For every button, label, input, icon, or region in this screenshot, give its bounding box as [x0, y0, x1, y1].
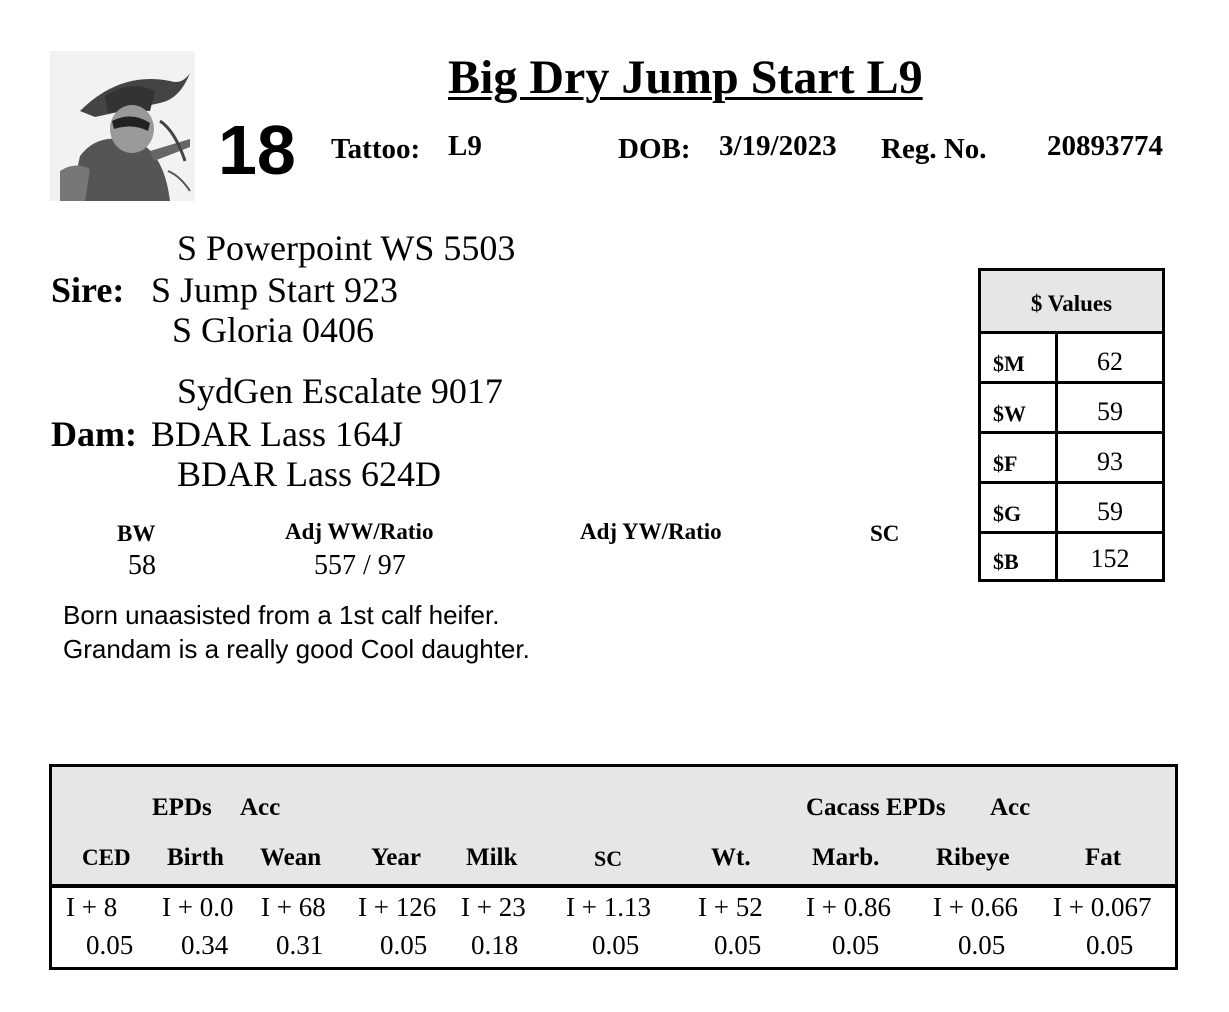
epd-value-marb: I + 0.86	[806, 892, 891, 922]
dollar-row-b	[981, 534, 1162, 579]
dam-label: Dam:	[51, 414, 137, 454]
dollar-value: 152	[1090, 544, 1130, 573]
dollar-key: $F	[981, 434, 1058, 481]
acc-value-fat: 0.05	[1086, 930, 1134, 960]
cowboy-sketch-icon	[50, 51, 195, 201]
dollar-value: 93	[1097, 447, 1123, 476]
col-header-ribeye: Ribeye	[936, 844, 1010, 871]
epd-value-birth: I + 0.0	[162, 892, 234, 922]
bw-value: 58	[128, 550, 156, 581]
tattoo-label: Tattoo:	[331, 133, 421, 165]
tattoo-value: L9	[448, 130, 482, 162]
acc-value-wt: 0.05	[714, 930, 762, 960]
acc-value-marb: 0.05	[832, 930, 880, 960]
dob-value: 3/19/2023	[719, 130, 837, 162]
dollar-value: 59	[1097, 497, 1123, 526]
dam-name: BDAR Lass 164J	[151, 414, 404, 454]
col-header-wean: Wean	[260, 844, 322, 871]
dob-label: DOB:	[618, 133, 691, 165]
epd-value-milk: I + 23	[461, 892, 526, 922]
adj-yw-label: Adj YW/Ratio	[580, 519, 722, 544]
dam-sire: SydGen Escalate 9017	[177, 371, 503, 411]
col-header-fat: Fat	[1085, 844, 1122, 871]
acc-value-milk: 0.18	[471, 930, 519, 960]
comment-line-2: Grandam is a really good Cool daughter.	[63, 634, 530, 664]
acc-value-ced: 0.05	[86, 930, 134, 960]
epd-value-ced: I + 8	[66, 892, 118, 922]
reg-no-label: Reg. No.	[881, 133, 987, 165]
epd-value-sc: I + 1.13	[566, 892, 651, 922]
epd-acc-label: Acc	[240, 794, 281, 821]
cowboy-photo	[50, 51, 195, 201]
epd-value-year: I + 126	[358, 892, 437, 922]
dollar-key: $M	[981, 334, 1058, 381]
dollar-key: $W	[981, 384, 1058, 431]
comment-line-1: Born unaasisted from a 1st calf heifer.	[63, 600, 500, 630]
acc-value-year: 0.05	[380, 930, 428, 960]
acc-value-wean: 0.31	[276, 930, 324, 960]
epd-value-wt: I + 52	[698, 892, 763, 922]
dollar-row-g	[981, 484, 1162, 534]
dollar-values-header: $ Values	[981, 271, 1162, 334]
dollar-values-table	[978, 268, 1165, 582]
dollar-key: $B	[981, 534, 1058, 579]
bw-label: BW	[117, 521, 156, 546]
animal-name-title: Big Dry Jump Start L9	[448, 51, 923, 104]
dam-dam: BDAR Lass 624D	[177, 454, 442, 494]
lot-number: 18	[218, 111, 296, 189]
col-header-birth: Birth	[167, 844, 224, 871]
epd-group-label: EPDs	[152, 794, 212, 821]
carcass-epd-group-label: Cacass EPDs	[806, 794, 946, 821]
sire-label: Sire:	[51, 270, 125, 310]
dollar-row-f	[981, 434, 1162, 484]
col-header-ced: CED	[82, 845, 131, 870]
col-header-sc: SC	[594, 846, 623, 871]
epd-value-fat: I + 0.067	[1053, 892, 1152, 922]
sc-label: SC	[870, 521, 900, 546]
carcass-acc-label: Acc	[990, 794, 1031, 821]
reg-no-value: 20893774	[1047, 130, 1163, 162]
acc-value-ribeye: 0.05	[958, 930, 1006, 960]
acc-value-sc: 0.05	[592, 930, 640, 960]
dollar-row-w	[981, 384, 1162, 434]
epd-table	[49, 764, 1178, 970]
col-header-wt: Wt.	[711, 844, 751, 871]
epd-value-ribeye: I + 0.66	[933, 892, 1018, 922]
adj-ww-value: 557 / 97	[314, 550, 406, 581]
sire-dam: S Gloria 0406	[172, 310, 374, 350]
dollar-value: 59	[1097, 397, 1123, 426]
col-header-year: Year	[371, 844, 421, 871]
acc-value-birth: 0.34	[181, 930, 229, 960]
sire-name: S Jump Start 923	[151, 270, 399, 310]
adj-ww-label: Adj WW/Ratio	[285, 519, 434, 544]
dollar-row-m	[981, 334, 1162, 384]
dollar-key: $G	[981, 484, 1058, 531]
col-header-marb: Marb.	[812, 844, 880, 871]
sire-sire: S Powerpoint WS 5503	[177, 228, 516, 268]
epd-table-header	[52, 767, 1175, 888]
col-header-milk: Milk	[466, 844, 518, 871]
epd-value-wean: I + 68	[261, 892, 326, 922]
dollar-value: 62	[1097, 347, 1123, 376]
